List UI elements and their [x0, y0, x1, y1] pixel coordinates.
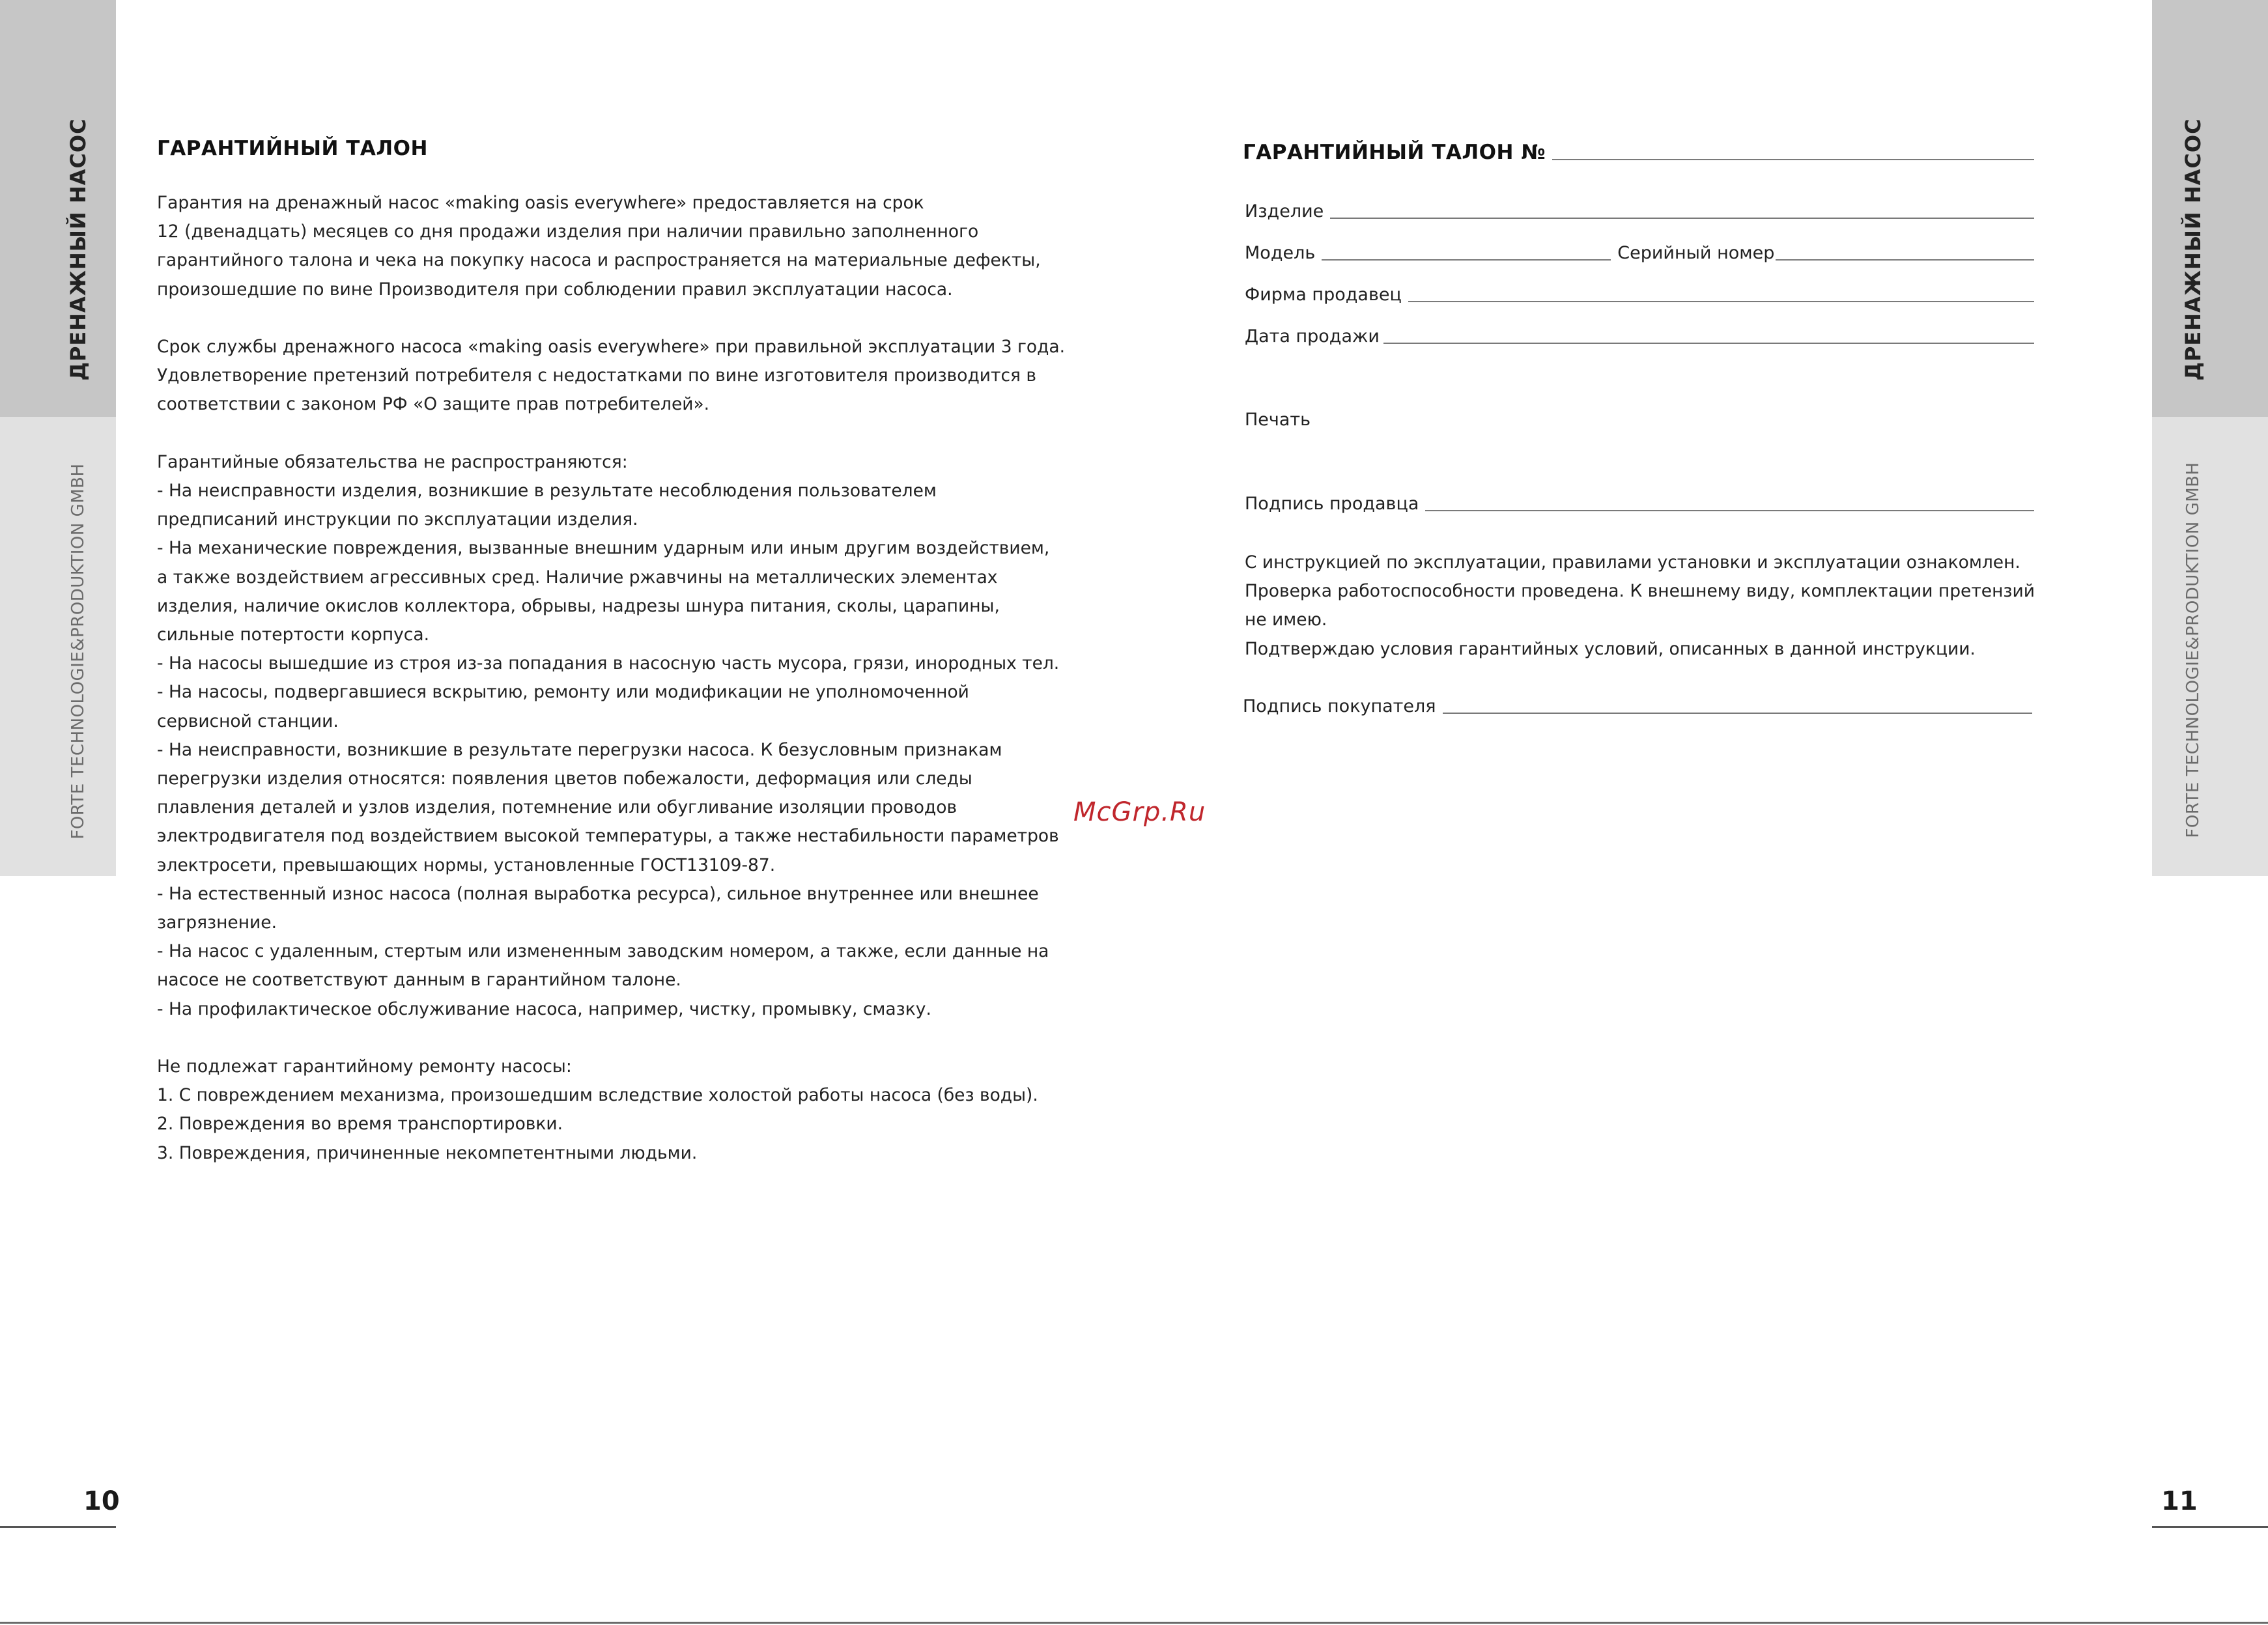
- text-line: Гарантийные обязательства не распространяются:: [157, 451, 628, 472]
- page-number-right: 11: [2161, 1486, 2198, 1516]
- text-line: - На неисправности, возникшие в результате перегрузки насоса. К безусловным признакам: [157, 739, 1002, 760]
- text-line: насосе не соответствуют данным в гарантийном талоне.: [157, 970, 681, 991]
- text-line: Удовлетворение претензий потребителя с недостатками по вине изготовителя производится в: [157, 365, 1036, 386]
- text-line: - На насосы, подвергавшиеся вскрытию, ремонту или модификации не уполномоченной: [157, 682, 969, 703]
- field-stamp: [1245, 404, 2034, 430]
- text-line: электросети, превышающих нормы, установленные ГОСТ13109-87.: [157, 855, 776, 875]
- warranty-title: ГАРАНТИЙНЫЙ ТАЛОН: [157, 137, 428, 160]
- warranty-text: [157, 189, 1066, 1168]
- card-number-line[interactable]: [1552, 159, 2034, 160]
- text-line: - На механические повреждения, вызванные внешним ударным или иным другим воздействием,: [157, 538, 1050, 559]
- warranty-paragraph: [157, 333, 1066, 419]
- text-line: произошедшие по вине Производителя при соблюдении правил эксплуатации насоса.: [157, 279, 953, 300]
- text-line: - На насосы вышедшие из строя из-за попадания в насосную часть мусора, грязи, инородных тел.: [157, 653, 1060, 674]
- card-title-row: [1243, 130, 2034, 164]
- text-line: - На профилактическое обслуживание насоса, например, чистку, промывку, смазку.: [157, 998, 931, 1019]
- text-line: предписаний инструкции по эксплуатации изделия.: [157, 509, 638, 530]
- statement-line: не имею.: [1245, 610, 1327, 630]
- field-seller-firm-label: Фирма продавец: [1245, 285, 1402, 305]
- field-seller-signature-label: Подпись продавца: [1245, 494, 1419, 514]
- field-seller-signature: [1245, 488, 2034, 514]
- right-side-tab-light: [2152, 417, 2268, 876]
- text-line: а также воздействием агрессивных сред. Наличие ржавчины на металлических элементах: [157, 567, 998, 587]
- left-page-content: [157, 137, 1066, 1168]
- warranty-paragraph: [157, 1053, 1056, 1168]
- field-buyer-signature: [1243, 690, 2032, 716]
- right-side-company-label: FORTE TECHNOLOGIE&PRODUKTION GMBH: [2183, 462, 2203, 838]
- card-title: ГАРАНТИЙНЫЙ ТАЛОН №: [1243, 141, 1546, 164]
- field-seller-firm-line[interactable]: [1408, 301, 2034, 302]
- text-line: 2. Повреждения во время транспортировки.: [157, 1114, 563, 1135]
- buyer-statement: [1245, 548, 2034, 664]
- statement-line: С инструкцией по эксплуатации, правилами установки и эксплуатации ознакомлен.: [1245, 552, 2020, 572]
- field-serial-line[interactable]: [1776, 259, 2034, 261]
- field-model-serial: [1245, 237, 2034, 263]
- warranty-paragraph: [157, 448, 1060, 1024]
- left-side-tab-dark: [0, 0, 116, 417]
- page-number-left-rule: [0, 1526, 116, 1528]
- field-seller-firm: [1245, 279, 2034, 305]
- text-line: 12 (двенадцать) месяцев со дня продажи изделия при наличии правильно заполненного: [157, 221, 979, 242]
- warranty-paragraph: [157, 189, 1056, 304]
- field-sale-date: [1245, 320, 2034, 346]
- page-number-left: 10: [83, 1486, 120, 1516]
- field-buyer-signature-line[interactable]: [1443, 713, 2032, 714]
- field-buyer-signature-label: Подпись покупателя: [1243, 696, 1436, 716]
- statement-line: Проверка работоспособности проведена. К внешнему виду, комплектации претензий: [1245, 581, 2035, 602]
- text-line: - На неисправности изделия, возникшие в результате несоблюдения пользователем: [157, 481, 937, 501]
- text-line: - На насос с удаленным, стертым или измененным заводским номером, а также, если данные на: [157, 941, 1049, 962]
- text-line: плавления деталей и узлов изделия, потемнение или обугливание изоляции проводов: [157, 797, 957, 818]
- field-seller-signature-line[interactable]: [1425, 510, 2034, 511]
- field-sale-date-label: Дата продажи: [1245, 326, 1380, 346]
- page-number-right-rule: [2152, 1526, 2268, 1528]
- text-line: соответствии с законом РФ «О защите прав потребителей».: [157, 394, 710, 415]
- text-line: загрязнение.: [157, 912, 277, 933]
- left-side-tab-light: [0, 417, 116, 876]
- watermark: McGrp.Ru: [1073, 797, 1206, 827]
- field-stamp-label: Печать: [1245, 410, 1311, 430]
- text-line: сильные потертости корпуса.: [157, 625, 430, 645]
- text-line: изделия, наличие окислов коллектора, обрывы, надрезы шнура питания, сколы, царапины,: [157, 595, 1000, 616]
- field-model-line[interactable]: [1322, 259, 1611, 261]
- text-line: - На естественный износ насоса (полная выработка ресурса), сильное внутреннее или внешнее: [157, 883, 1039, 904]
- text-line: Не подлежат гарантийному ремонту насосы:: [157, 1056, 572, 1077]
- field-model-label: Модель: [1245, 243, 1316, 263]
- statement-line: Подтверждаю условия гарантийных условий, описанных в данной инструкции.: [1245, 638, 1976, 659]
- left-side-company-label: FORTE TECHNOLOGIE&PRODUKTION GMBH: [68, 463, 88, 840]
- field-sale-date-line[interactable]: [1383, 343, 2034, 344]
- text-line: Гарантия на дренажный насос «making oasis everywhere» предоставляется на срок: [157, 193, 924, 213]
- field-product-label: Изделие: [1245, 201, 1324, 221]
- bottom-rule: [0, 1622, 2268, 1624]
- text-line: Срок службы дренажного насоса «making oasis everywhere» при правильной эксплуатации 3 года.: [157, 337, 1066, 357]
- field-product: [1245, 195, 2034, 221]
- text-line: 3. Повреждения, причиненные некомпетентными людьми.: [157, 1142, 698, 1163]
- right-side-tab-dark: [2152, 0, 2268, 417]
- text-line: электродвигателя под воздействием высокой температуры, а также нестабильности параметров: [157, 826, 1059, 847]
- field-serial-label: Серийный номер: [1617, 243, 1775, 263]
- warranty-card-form: [1243, 130, 2035, 716]
- text-line: 1. С повреждением механизма, произошедшим вследствие холостой работы насоса (без воды).: [157, 1085, 1038, 1106]
- field-product-line[interactable]: [1330, 218, 2034, 219]
- text-line: гарантийного талона и чека на покупку насоса и распространяется на материальные дефекты,: [157, 250, 1041, 271]
- left-side-product-label: ДРЕНАЖНЫЙ НАСОС: [66, 118, 91, 381]
- text-line: сервисной станции.: [157, 711, 339, 731]
- right-side-product-label: ДРЕНАЖНЫЙ НАСОС: [2181, 118, 2205, 381]
- text-line: перегрузки изделия относятся: появления цветов побежалости, деформация или следы: [157, 769, 972, 789]
